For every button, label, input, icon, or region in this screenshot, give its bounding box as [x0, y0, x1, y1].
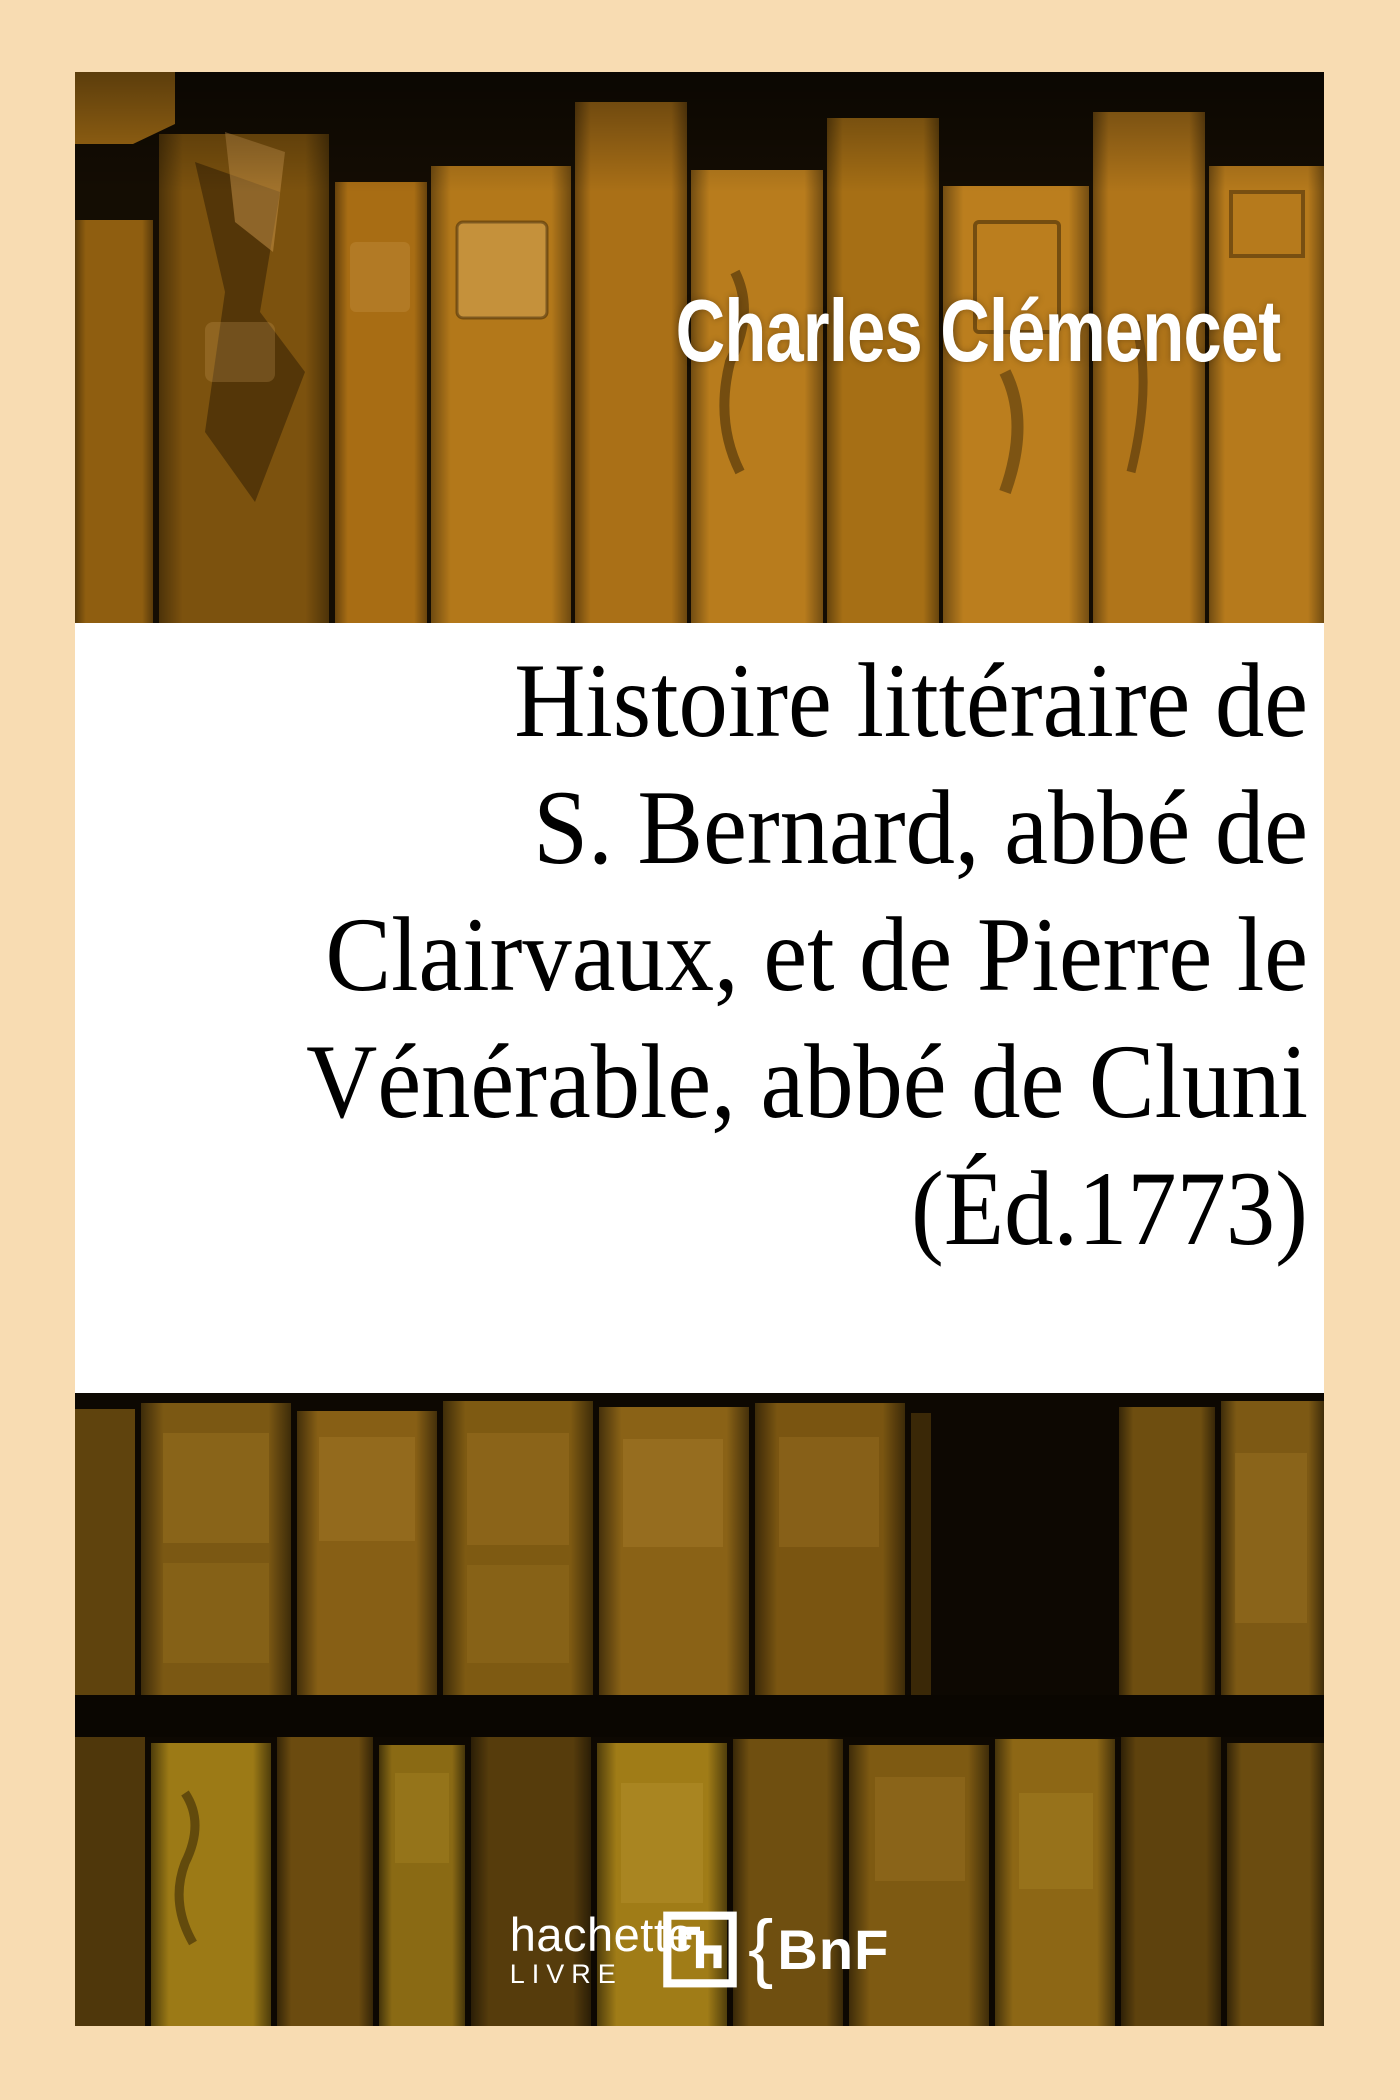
title-line-1: Histoire littéraire de: [514, 642, 1308, 759]
publisher-logos: [509, 1904, 890, 1990]
hachette-logo-icon: [509, 1904, 890, 1990]
hachette-livre-label: LIVRE: [509, 1959, 623, 1989]
title-line-3: Clairvaux, et de Pierre le: [325, 896, 1308, 1013]
title-band: [75, 623, 1324, 1393]
title-line-2: S. Bernard, abbé de: [533, 769, 1308, 886]
hachette-name: hachette: [509, 1908, 695, 1961]
title-line-4: Vénérable, abbé de Cluni: [306, 1023, 1308, 1140]
book-cover: [75, 72, 1324, 2026]
edition-year: (Éd.1773): [911, 1150, 1308, 1267]
author-name: Charles Clémencet: [675, 281, 1280, 380]
bnf-brace-icon: {: [748, 1904, 774, 1990]
hachette-livre-logo: [509, 1908, 695, 1989]
top-bookshelf-photo: [75, 72, 1324, 623]
bottom-bookshelf-photo: [75, 1393, 1324, 2026]
book-title: [161, 637, 1308, 1272]
bnf-name: BnF: [777, 1918, 890, 1981]
